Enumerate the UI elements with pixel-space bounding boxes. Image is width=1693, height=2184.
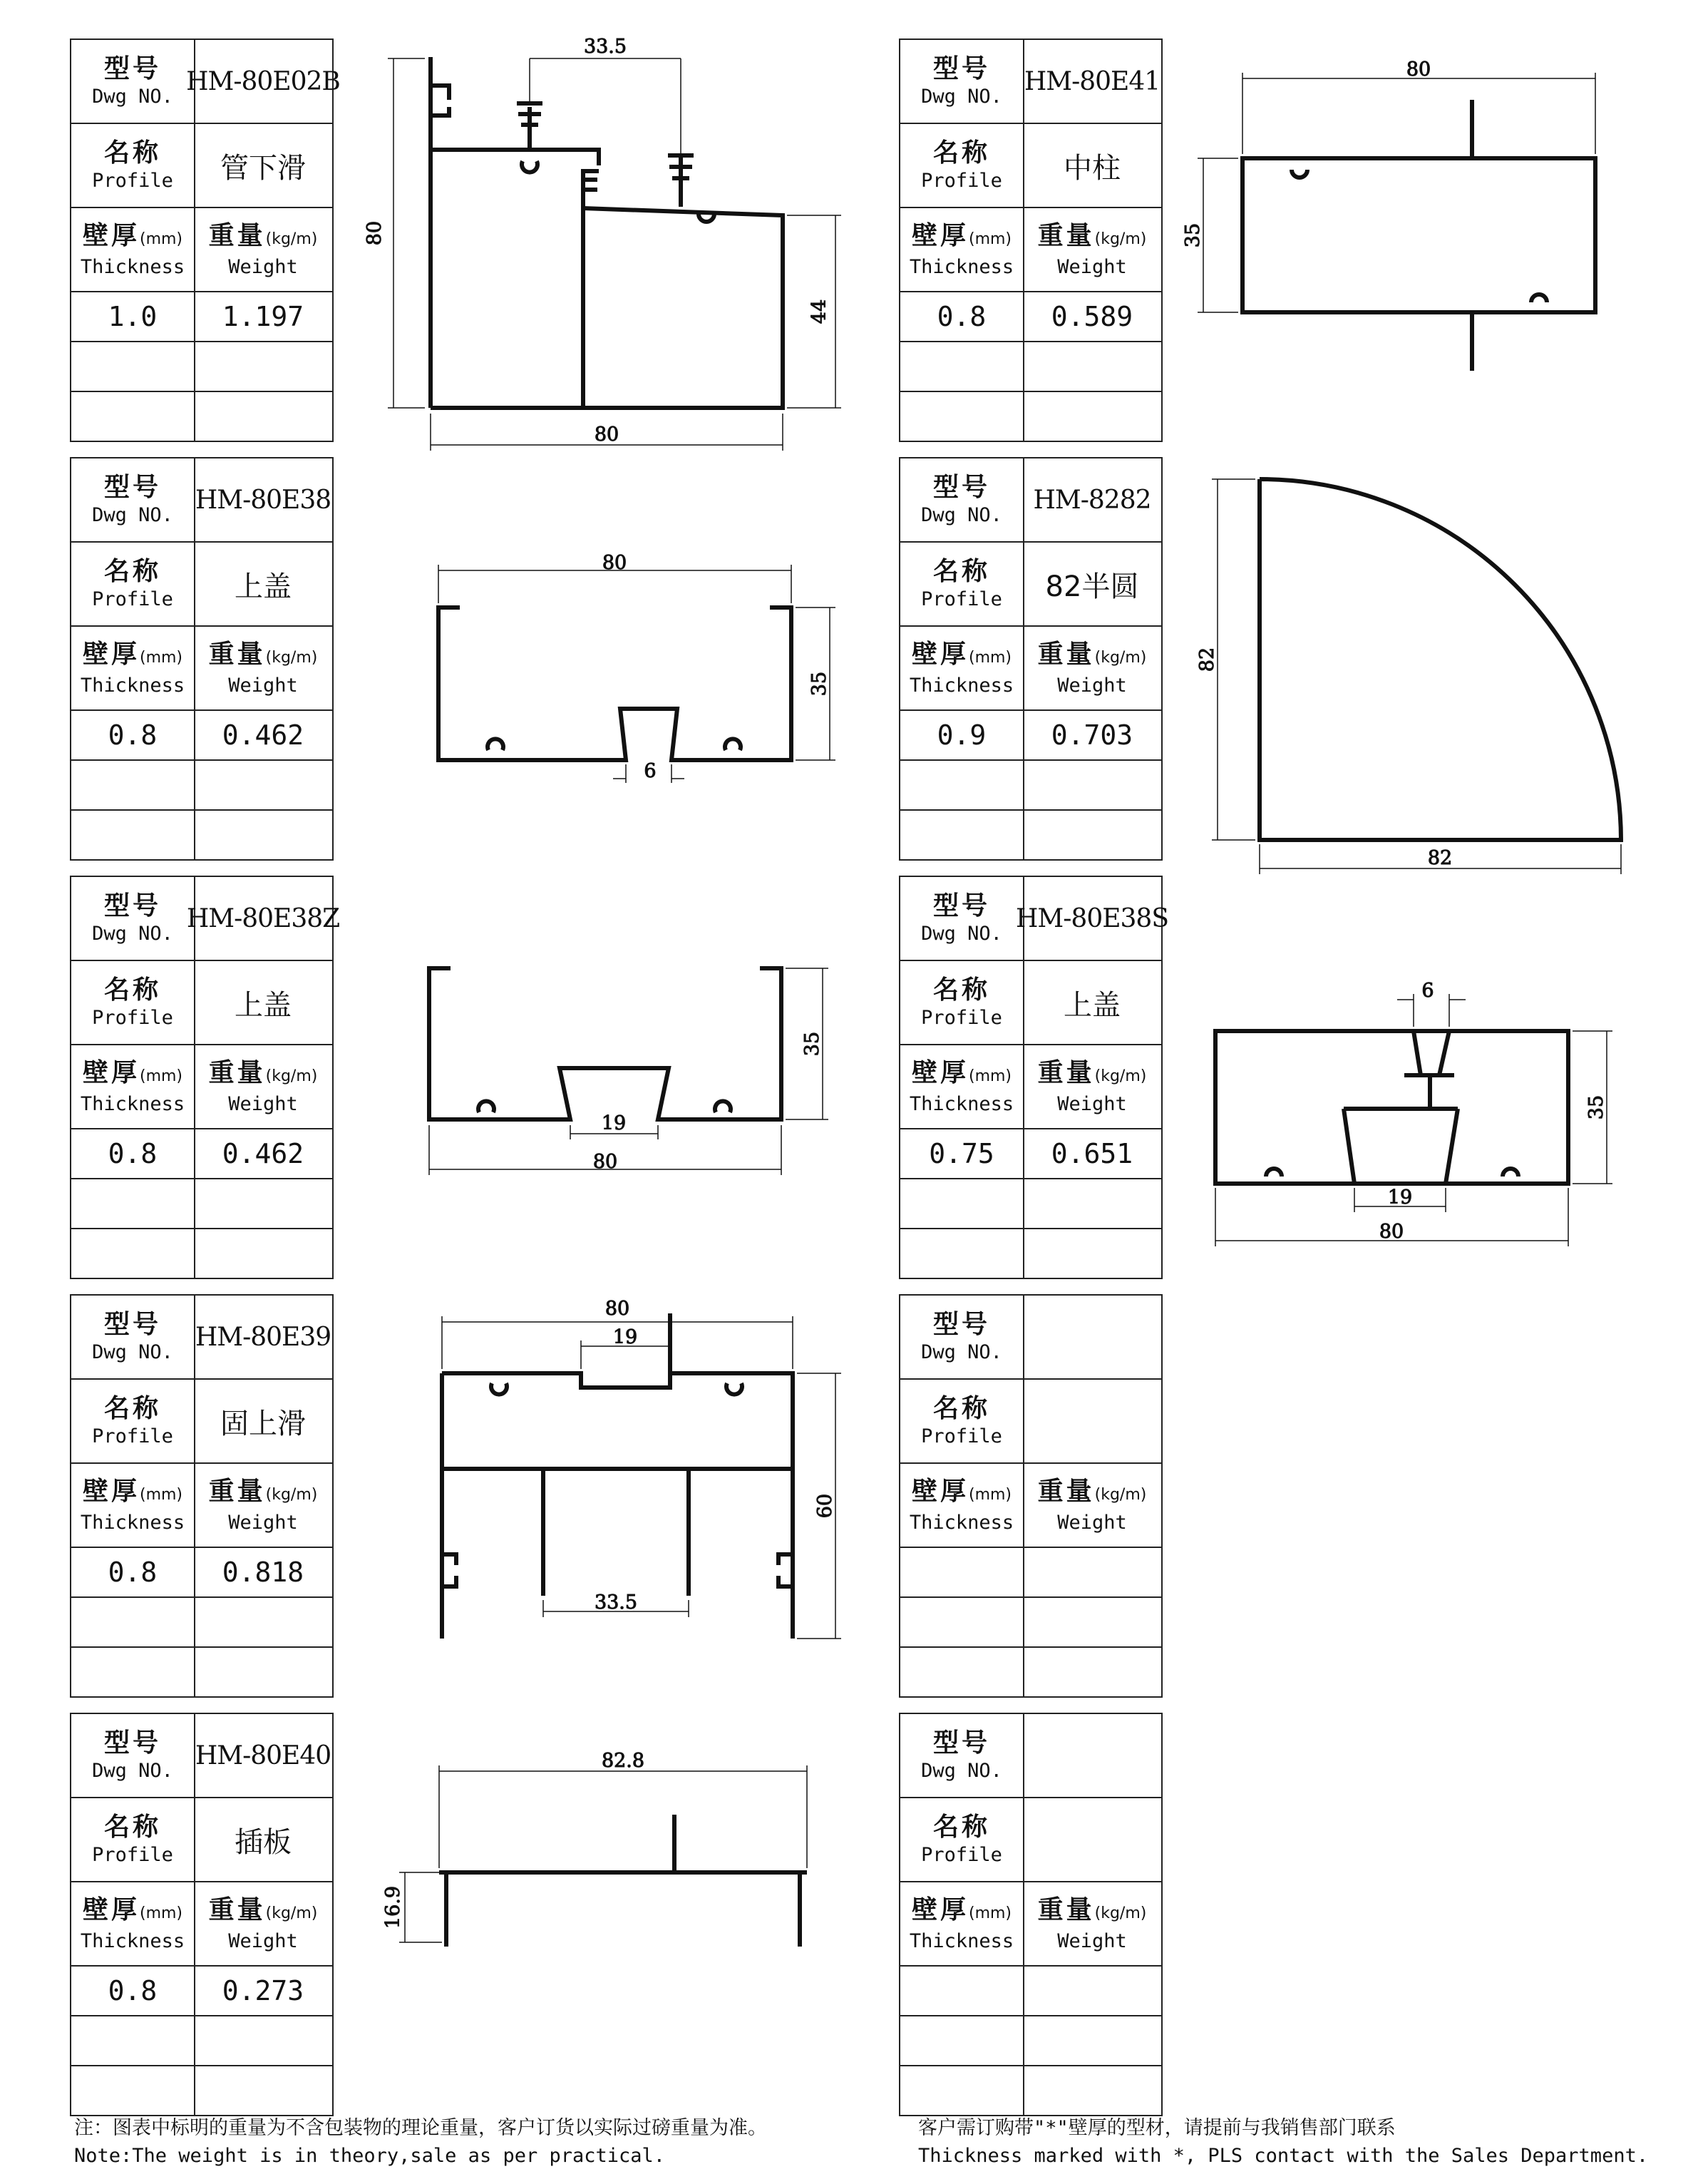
dwg-label-en: Dwg NO. bbox=[92, 504, 173, 526]
weight-label-en: Weight bbox=[228, 255, 298, 278]
thickness-label-zh: 壁厚(mm) bbox=[911, 639, 1012, 669]
dwg-value: HM-80E39 bbox=[195, 1322, 331, 1352]
drawing-hm-8282 bbox=[1196, 479, 1621, 874]
note2-zh: 客户需订购带"*"壁厚的型材，请提前与我销售部门联系 bbox=[918, 2117, 1396, 2139]
dwg-value: HM-8282 bbox=[1033, 485, 1151, 515]
thickness-label-zh: 壁厚(mm) bbox=[911, 1895, 1012, 1924]
profile-label-zh: 名称 bbox=[932, 1813, 990, 1842]
weight-label-en: Weight bbox=[228, 1929, 298, 1952]
thickness-label-en: Thickness bbox=[909, 1092, 1014, 1115]
dim-e38s-height: 35 bbox=[1585, 1094, 1607, 1120]
weight-label-en: Weight bbox=[228, 1092, 298, 1115]
thickness-label-en: Thickness bbox=[909, 1511, 1014, 1534]
thickness-label-zh: 壁厚(mm) bbox=[82, 1476, 183, 1506]
weight-value: 0.703 bbox=[1051, 719, 1133, 751]
weight-value: 0.273 bbox=[222, 1975, 304, 2006]
weight-value: 0.818 bbox=[222, 1557, 304, 1588]
dim-e41-width: 80 bbox=[1406, 58, 1431, 81]
dim-e39-width: 80 bbox=[604, 1298, 630, 1320]
dwg-label-en: Dwg NO. bbox=[921, 1341, 1002, 1363]
profile-label-zh: 名称 bbox=[103, 1394, 161, 1423]
profile-label-en: Profile bbox=[921, 1844, 1002, 1866]
profile-value: 上盖 bbox=[1064, 988, 1121, 1022]
dwg-label-zh: 型号 bbox=[103, 891, 161, 921]
thickness-value: 0.8 bbox=[937, 301, 987, 332]
dwg-label-zh: 型号 bbox=[103, 1728, 161, 1758]
profile-label-zh: 名称 bbox=[932, 975, 990, 1005]
profile-value: 82半圆 bbox=[1045, 570, 1139, 603]
weight-label-en: Weight bbox=[1057, 255, 1127, 278]
dim-e38s-slot-top: 6 bbox=[1421, 980, 1434, 1002]
profile-label-zh: 名称 bbox=[103, 557, 161, 586]
weight-label-zh: 重量(kg/m) bbox=[208, 1057, 318, 1087]
thickness-label-en: Thickness bbox=[80, 1511, 185, 1534]
dim-e39-height: 60 bbox=[814, 1493, 836, 1519]
thickness-value: 1.0 bbox=[108, 301, 158, 332]
dwg-value: HM-80E38Z bbox=[186, 903, 340, 933]
weight-label-zh: 重量(kg/m) bbox=[1037, 1895, 1147, 1924]
weight-label-en: Weight bbox=[1057, 1929, 1127, 1952]
dim-e02b-top: 33.5 bbox=[583, 36, 627, 58]
weight-label-en: Weight bbox=[1057, 1511, 1127, 1534]
weight-label-en: Weight bbox=[228, 1511, 298, 1534]
dwg-label-zh: 型号 bbox=[103, 54, 161, 83]
dwg-label-en: Dwg NO. bbox=[92, 86, 173, 108]
thickness-label-zh: 壁厚(mm) bbox=[82, 639, 183, 669]
thickness-label-zh: 壁厚(mm) bbox=[911, 1476, 1012, 1506]
profile-label-en: Profile bbox=[92, 170, 173, 192]
drawing-hm-80e38 bbox=[438, 552, 835, 783]
dwg-label-en: Dwg NO. bbox=[921, 504, 1002, 526]
dwg-value: HM-80E38 bbox=[195, 485, 331, 515]
thickness-label-en: Thickness bbox=[80, 674, 185, 697]
weight-label-zh: 重量(kg/m) bbox=[208, 639, 318, 669]
thickness-label-en: Thickness bbox=[80, 1929, 185, 1952]
dwg-label-en: Dwg NO. bbox=[921, 923, 1002, 945]
weight-label-zh: 重量(kg/m) bbox=[1037, 639, 1147, 669]
dwg-label-zh: 型号 bbox=[932, 891, 990, 921]
profile-value: 上盖 bbox=[235, 988, 292, 1022]
drawing-hm-80e41 bbox=[1182, 58, 1595, 371]
profile-label-zh: 名称 bbox=[932, 557, 990, 586]
thickness-value: 0.75 bbox=[929, 1138, 994, 1169]
dim-e38-slot: 6 bbox=[644, 760, 657, 782]
dim-8282-height: 82 bbox=[1196, 647, 1218, 672]
dwg-label-zh: 型号 bbox=[103, 1310, 161, 1339]
weight-value: 0.462 bbox=[222, 1138, 304, 1169]
thickness-label-en: Thickness bbox=[80, 255, 185, 278]
dim-e40-width: 82.8 bbox=[601, 1750, 645, 1772]
dwg-label-zh: 型号 bbox=[932, 54, 990, 83]
dwg-label-en: Dwg NO. bbox=[921, 1760, 1002, 1782]
profile-value: 插板 bbox=[235, 1825, 292, 1859]
thickness-label-en: Thickness bbox=[80, 1092, 185, 1115]
dwg-label-zh: 型号 bbox=[932, 473, 990, 502]
thickness-value: 0.8 bbox=[108, 1557, 158, 1588]
dim-e41-height: 35 bbox=[1182, 222, 1204, 248]
thickness-label-zh: 壁厚(mm) bbox=[911, 220, 1012, 250]
dim-e38-height: 35 bbox=[808, 671, 830, 697]
weight-label-zh: 重量(kg/m) bbox=[208, 220, 318, 250]
thickness-value: 0.9 bbox=[937, 719, 987, 751]
note-zh: 注：图表中标明的重量为不含包装物的理论重量，客户订货以实际过磅重量为准。 bbox=[74, 2117, 767, 2139]
thickness-value: 0.8 bbox=[108, 719, 158, 751]
weight-label-en: Weight bbox=[1057, 1092, 1127, 1115]
thickness-label-en: Thickness bbox=[909, 674, 1014, 697]
profile-label-en: Profile bbox=[921, 1425, 1002, 1447]
profile-label-en: Profile bbox=[921, 1007, 1002, 1029]
dim-e38s-slot: 19 bbox=[1387, 1186, 1413, 1209]
dim-e40-height: 16.9 bbox=[382, 1885, 404, 1929]
profile-label-en: Profile bbox=[92, 1007, 173, 1029]
dwg-label-en: Dwg NO. bbox=[92, 1341, 173, 1363]
dwg-label-en: Dwg NO. bbox=[92, 923, 173, 945]
drawing-hm-80e40 bbox=[382, 1750, 807, 1947]
weight-label-en: Weight bbox=[228, 674, 298, 697]
drawing-hm-80e38s bbox=[1215, 980, 1612, 1246]
profile-value: 管下滑 bbox=[220, 151, 306, 185]
dwg-value: HM-80E02B bbox=[186, 66, 340, 96]
dwg-value: HM-80E40 bbox=[195, 1740, 331, 1770]
dim-e39-slot: 19 bbox=[612, 1326, 638, 1348]
profile-label-zh: 名称 bbox=[103, 138, 161, 168]
dwg-label-zh: 型号 bbox=[103, 473, 161, 502]
note-en: Note:The weight is in theory,sale as per practical. bbox=[74, 2145, 666, 2167]
dim-e02b-bottom: 80 bbox=[594, 424, 619, 446]
drawing-hm-80e39 bbox=[442, 1298, 841, 1639]
dim-e38z-slot: 19 bbox=[601, 1112, 627, 1134]
weight-label-zh: 重量(kg/m) bbox=[1037, 1476, 1147, 1506]
dwg-label-en: Dwg NO. bbox=[92, 1760, 173, 1782]
dim-e38z-width: 80 bbox=[592, 1151, 618, 1173]
thickness-label-zh: 壁厚(mm) bbox=[82, 220, 183, 250]
profile-label-en: Profile bbox=[92, 1425, 173, 1447]
weight-value: 0.651 bbox=[1051, 1138, 1133, 1169]
dim-e38z-height: 35 bbox=[801, 1031, 823, 1057]
profile-label-zh: 名称 bbox=[103, 1813, 161, 1842]
thickness-label-en: Thickness bbox=[909, 1929, 1014, 1952]
profile-label-zh: 名称 bbox=[932, 138, 990, 168]
profile-label-zh: 名称 bbox=[103, 975, 161, 1005]
profile-label-en: Profile bbox=[92, 1844, 173, 1866]
thickness-value: 0.8 bbox=[108, 1138, 158, 1169]
dim-e02b-right: 44 bbox=[808, 299, 830, 324]
weight-label-zh: 重量(kg/m) bbox=[1037, 220, 1147, 250]
dwg-value: HM-80E38S bbox=[1016, 903, 1168, 933]
profile-value: 上盖 bbox=[235, 570, 292, 603]
weight-value: 1.197 bbox=[222, 301, 304, 332]
dwg-label-zh: 型号 bbox=[932, 1310, 990, 1339]
dwg-value: HM-80E41 bbox=[1024, 66, 1161, 96]
drawing-hm-80e02b bbox=[364, 36, 841, 451]
profile-label-en: Profile bbox=[921, 588, 1002, 610]
dim-e39-inner: 33.5 bbox=[594, 1591, 638, 1614]
dim-e38-width: 80 bbox=[602, 552, 627, 574]
weight-value: 0.589 bbox=[1051, 301, 1133, 332]
weight-label-zh: 重量(kg/m) bbox=[1037, 1057, 1147, 1087]
weight-label-zh: 重量(kg/m) bbox=[208, 1476, 318, 1506]
dwg-label-en: Dwg NO. bbox=[921, 86, 1002, 108]
profile-label-en: Profile bbox=[92, 588, 173, 610]
drawing-hm-80e38z bbox=[429, 968, 828, 1175]
thickness-label-zh: 壁厚(mm) bbox=[911, 1057, 1012, 1087]
profile-label-zh: 名称 bbox=[932, 1394, 990, 1423]
profile-value: 中柱 bbox=[1064, 151, 1121, 185]
note2-en: Thickness marked with *, PLS contact with the Sales Department. bbox=[918, 2145, 1649, 2167]
weight-label-zh: 重量(kg/m) bbox=[208, 1895, 318, 1924]
weight-value: 0.462 bbox=[222, 719, 304, 751]
dim-e02b-height: 80 bbox=[364, 220, 386, 246]
dim-8282-width: 82 bbox=[1427, 847, 1453, 869]
profile-value: 固上滑 bbox=[220, 1407, 306, 1440]
thickness-label-zh: 壁厚(mm) bbox=[82, 1895, 183, 1924]
thickness-label-zh: 壁厚(mm) bbox=[82, 1057, 183, 1087]
thickness-label-en: Thickness bbox=[909, 255, 1014, 278]
dim-e38s-width: 80 bbox=[1379, 1221, 1404, 1243]
weight-label-en: Weight bbox=[1057, 674, 1127, 697]
thickness-value: 0.8 bbox=[108, 1975, 158, 2006]
dwg-label-zh: 型号 bbox=[932, 1728, 990, 1758]
profile-label-en: Profile bbox=[921, 170, 1002, 192]
